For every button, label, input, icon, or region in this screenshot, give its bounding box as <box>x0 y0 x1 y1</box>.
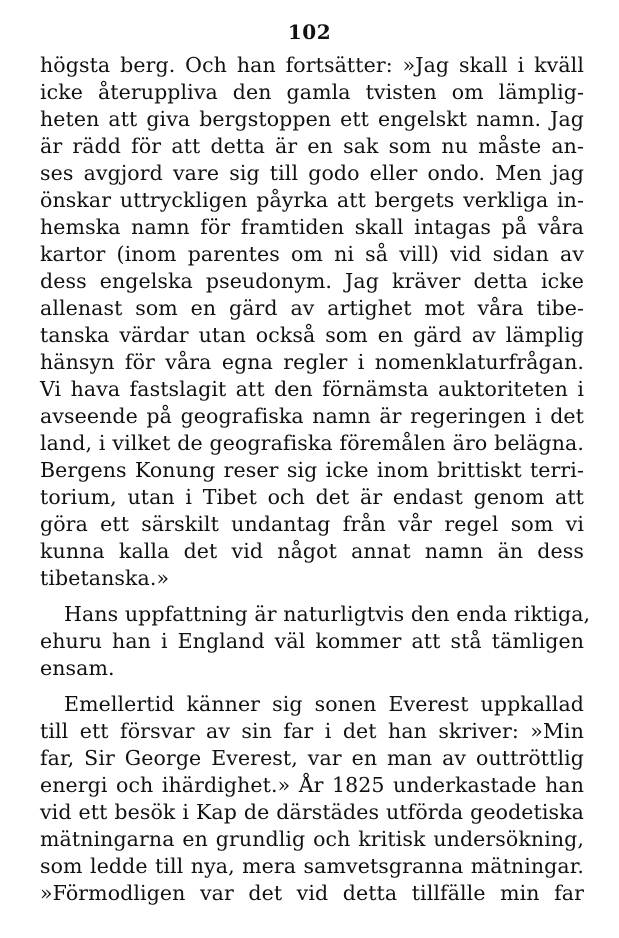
text-line: mätningarna en grundlig och kritisk undersökning, <box>40 827 584 851</box>
text-line: ehuru han i England väl kommer att stå tämligen <box>40 629 584 653</box>
text-line: till ett försvar av sin far i det han skriver: »Min <box>40 719 584 743</box>
text-line: som ledde till nya, mera samvetsgranna mätningar. <box>40 854 584 878</box>
text-line: tanska värdar utan också som en gärd av lämplig <box>40 323 584 347</box>
text-line: far, Sir George Everest, var en man av outtröttlig <box>40 746 584 770</box>
text-line: heten att giva bergstoppen ett engelskt namn. Jag <box>40 107 584 131</box>
text-line: icke återuppliva den gamla tvisten om lämplig- <box>40 80 584 104</box>
text-line: kartor (inom parentes om ni så vill) vid sidan av <box>40 242 584 266</box>
text-line: önskar uttryckligen påyrka att bergets verkliga in- <box>40 188 584 212</box>
text-line: dess engelska pseudonym. Jag kräver detta icke <box>40 269 584 293</box>
text-line: högsta berg. Och han fortsätter: »Jag skall i kväll <box>40 53 584 77</box>
text-line: »Förmodligen var det vid detta tillfälle min far <box>40 881 584 905</box>
text-line: Hans uppfattning är naturligtvis den enda riktiga, <box>64 602 591 626</box>
text-line: vid ett besök i Kap de därstädes utförda geodetiska <box>40 800 584 824</box>
text-line: avseende på geografiska namn är regeringen i det <box>40 404 584 428</box>
text-line: torium, utan i Tibet och det är endast genom att <box>40 485 584 509</box>
text-line: hänsyn för våra egna regler i nomenklaturfrågan. <box>40 350 584 374</box>
text-line: allenast som en gärd av artighet mot våra tibe- <box>40 296 584 320</box>
text-line: energi och ihärdighet.» År 1825 underkastade han <box>40 773 584 797</box>
text-line: är rädd för att detta är en sak som nu måste an- <box>40 134 584 158</box>
text-line: ensam. <box>40 656 115 680</box>
text-line: tibetanska.» <box>40 566 170 590</box>
page-number: 102 <box>287 20 332 44</box>
text-line: kunna kalla det vid något annat namn än dess <box>40 539 584 563</box>
text-line: ses avgjord vare sig till godo eller ondo. Men jag <box>40 161 584 185</box>
text-line: Vi hava fastslagit att den förnämsta auktoriteten i <box>40 377 584 401</box>
text-line: Emellertid känner sig sonen Everest uppkallad <box>64 692 584 716</box>
text-line: göra ett särskilt undantag från vår regel som vi <box>40 512 584 536</box>
text-line: Bergens Konung reser sig icke inom brittiskt terri- <box>40 458 584 482</box>
text-line: land, i vilket de geografiska föremålen äro belägna. <box>40 431 584 455</box>
text-line: hemska namn för framtiden skall intagas på våra <box>40 215 584 239</box>
